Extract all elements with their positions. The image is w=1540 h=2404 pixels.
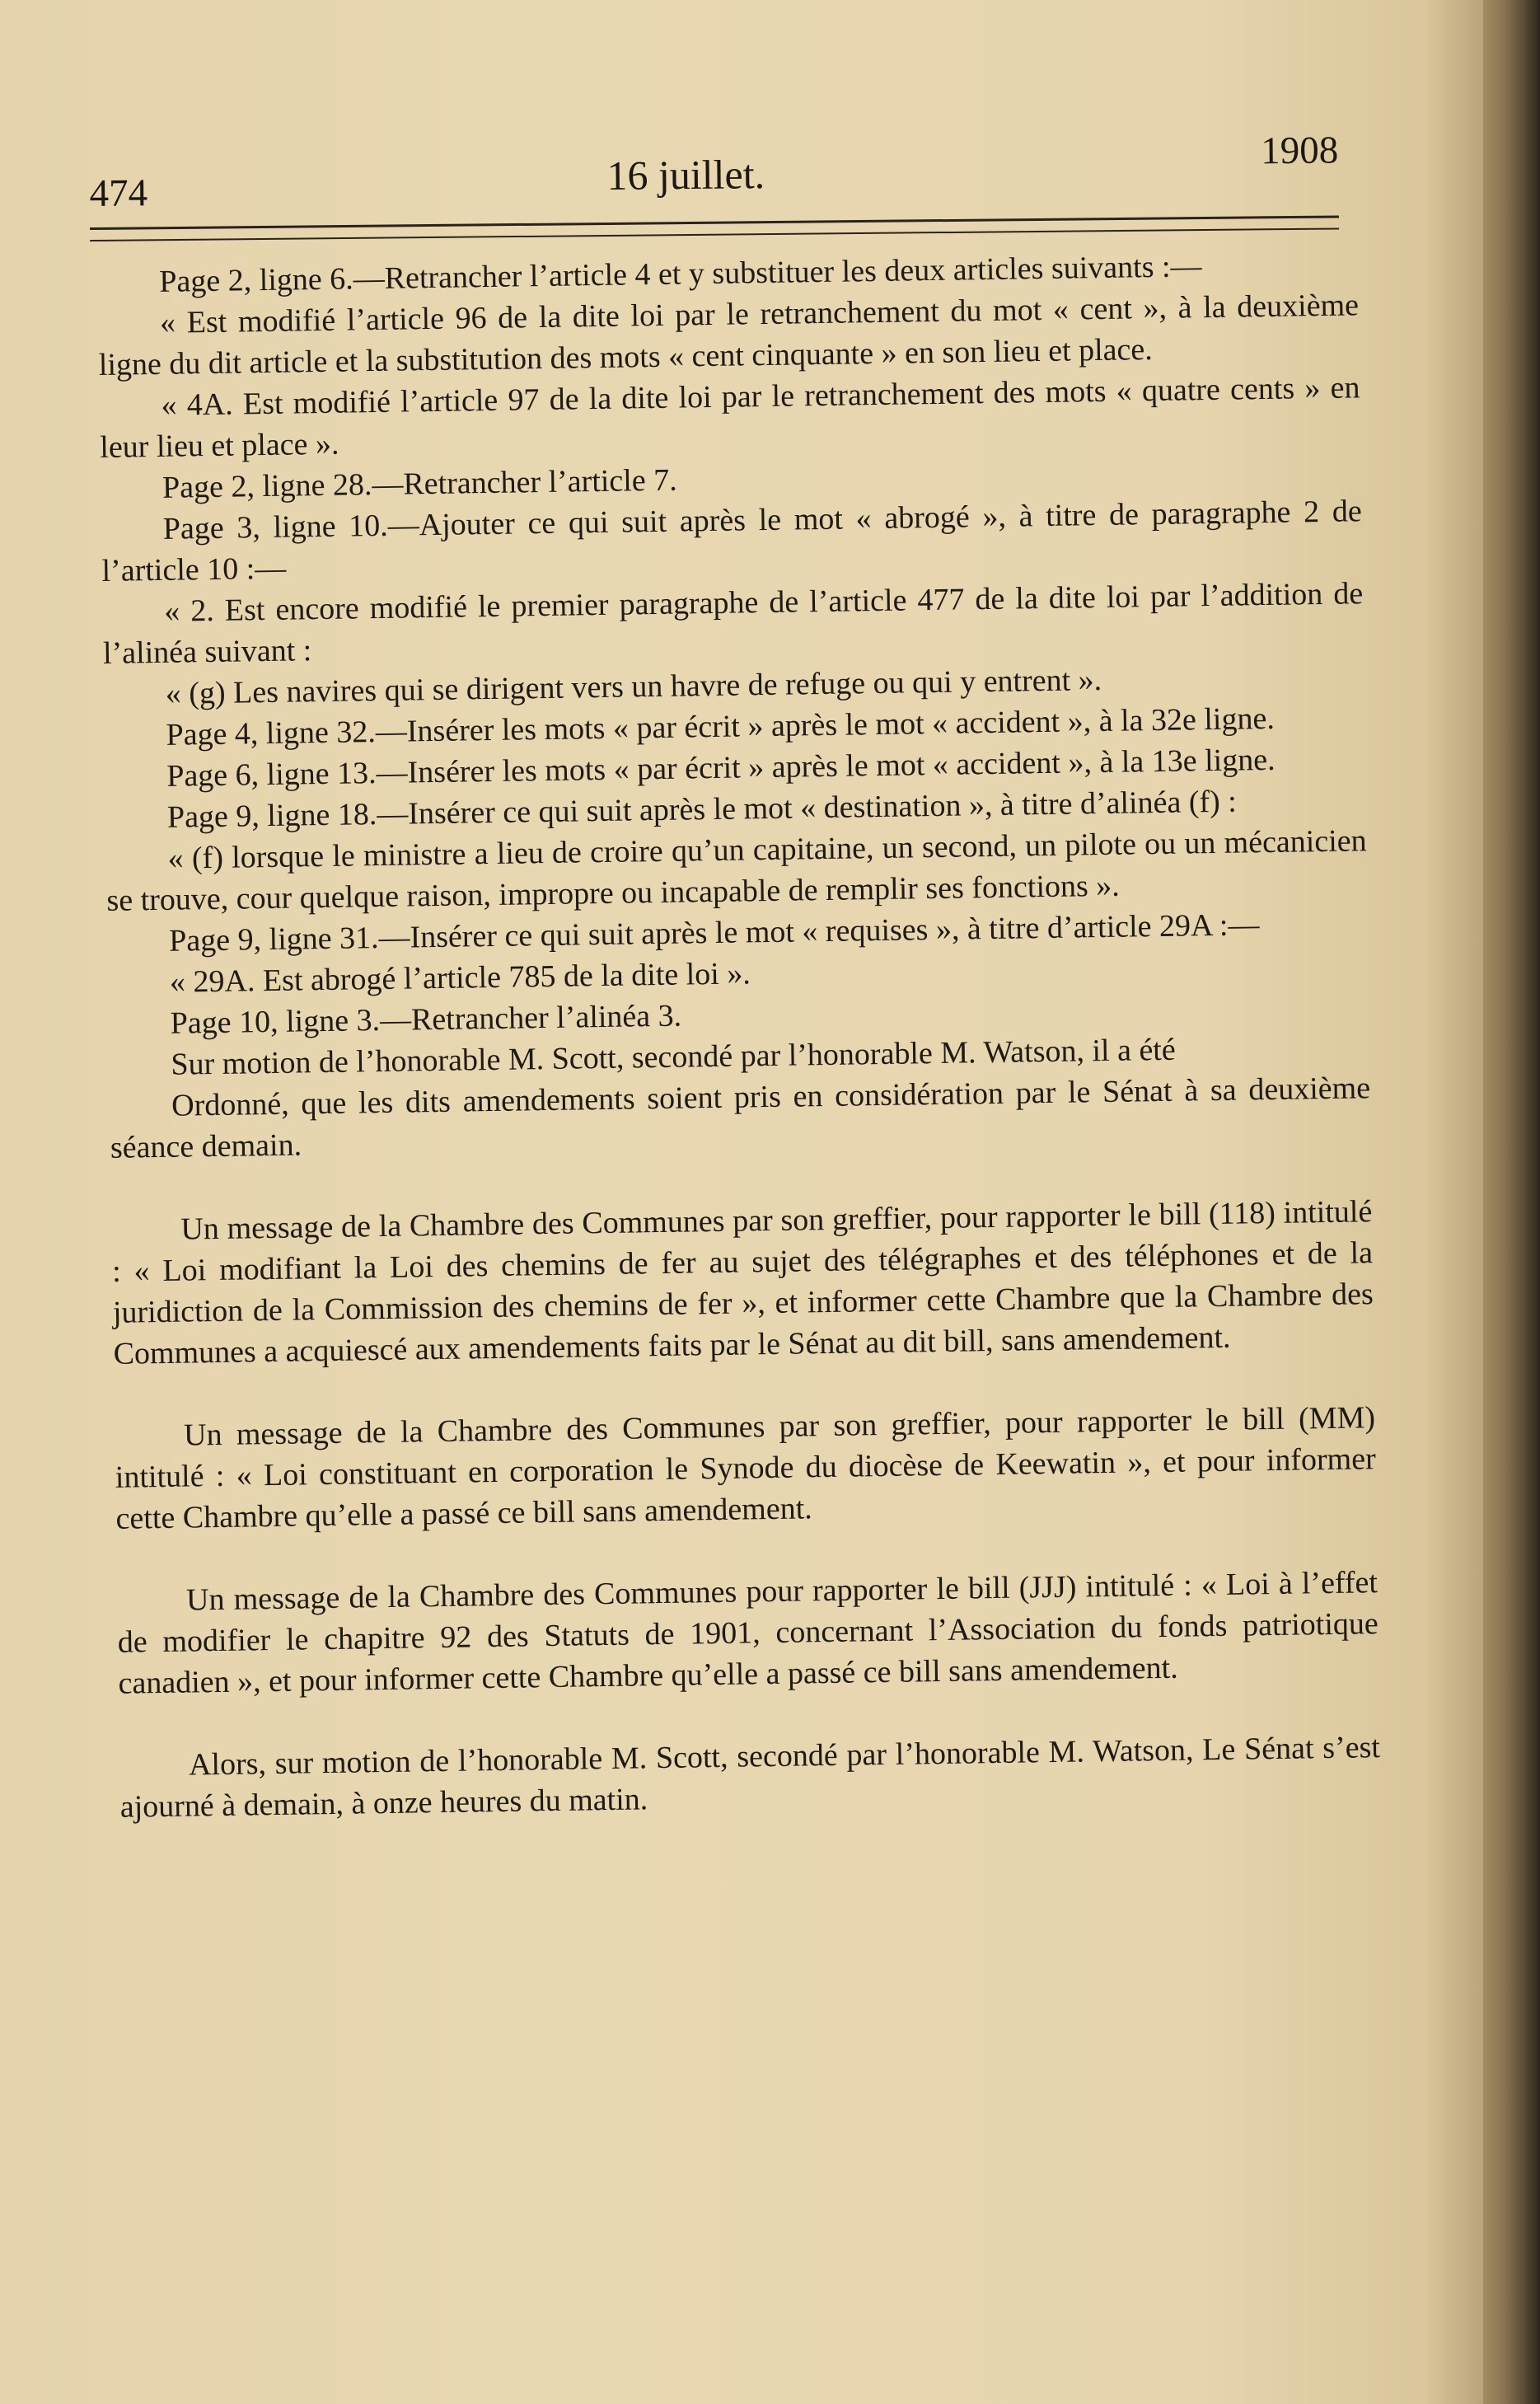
page-number: 474: [89, 171, 148, 215]
running-header-date: 16 juillet.: [606, 151, 765, 199]
book-spine-edge: [1483, 0, 1540, 2404]
header-double-rule: [90, 215, 1339, 241]
body-text: [97, 243, 1381, 1827]
paragraph: Page 10, ligne 3.—Retrancher l’alinéa 3.: [170, 998, 682, 1041]
paragraph: « Est modifié l’article 96 de la dite loi par le retranchement du mot « cent », à la deuxième ligne du dit article et la substitution des mots « cent cinquante » en son lieu et place.: [98, 288, 1360, 382]
paragraph: Page 9, ligne 31.—Insérer ce qui suit après le mot « requises », à titre d’article 29A :—: [168, 907, 1260, 958]
paragraph: Page 3, ligne 10.—Ajouter ce qui suit après le mot « abrogé », à titre de paragraphe 2 de l’article 10 :—: [101, 494, 1362, 588]
paragraph: Page 9, ligne 18.—Insérer ce qui suit après le mot « destination », à titre d’alinéa (f) :: [166, 784, 1238, 835]
paragraph: « 29A. Est abrogé l’article 785 de la dite loi ».: [169, 956, 751, 1000]
paragraph: Page 2, ligne 28.—Retrancher l’article 7.: [161, 462, 677, 505]
paragraph: Un message de la Chambre des Communes par son greffier, pour rapporter le bill (118) intitulé : « Loi modifiant la Loi des chemins de fer au sujet des télégraphes et des téléphones et de la juridiction de la Commission des chemins de fer », et informer cette Chambre que la Chambre des Communes a acquiescé aux amendements faits par le Sénat au dit bill, sans amendement.: [111, 1194, 1374, 1371]
paragraph: Un message de la Chambre des Communes par son greffier, pour rapporter le bill (MM) intitulé : « Loi constituant en corporation le Synode du diocèse de Keewatin », et pour informer cette Chambre qu’elle a passé ce bill sans amendement.: [115, 1400, 1377, 1536]
paragraph: « (f) lorsque le ministre a lieu de croire qu’un capitaine, un second, un pilote ou un mécanicien se trouve, cour quelque raison, impropre ou incapable de remplir ses fonctions ».: [106, 823, 1367, 918]
paragraph: « 4A. Est modifié l’article 97 de la dite loi par le retranchement des mots « quatre cents » en leur lieu et place ».: [100, 370, 1360, 465]
paragraph: « 2. Est encore modifié le premier paragraphe de l’article 477 de la dite loi par l’addition de l’alinéa suivant :: [102, 576, 1364, 671]
paragraph: Sur motion de l’honorable M. Scott, secondé par l’honorable M. Watson, il a été: [171, 1032, 1176, 1082]
running-header-year: 1908: [1260, 129, 1339, 173]
paragraph: « (g) Les navires qui se dirigent vers un havre de refuge ou qui y entrent ».: [165, 662, 1102, 711]
paragraph: Page 2, ligne 6.—Retrancher l’article 4 et y substituer les deux articles suivants :—: [159, 249, 1202, 299]
paragraph: Ordonné, que les dits amendements soient pris en considération par le Sénat à sa deuxième séance demain.: [110, 1071, 1371, 1165]
paragraph: Un message de la Chambre des Communes pour rapporter le bill (JJJ) intitulé : « Loi à l’effet de modifier le chapitre 92 des Statuts de 1901, concernant l’Association du fonds patriotique canadien », et pour informer cette Chambre qu’elle a passé ce bill sans amendement.: [117, 1565, 1379, 1701]
paragraph: Page 4, ligne 32.—Insérer les mots « par écrit » après le mot « accident », à la 32e ligne.: [166, 701, 1276, 752]
paragraph: Alors, sur motion de l’honorable M. Scott, secondé par l’honorable M. Watson, Le Sénat s’est ajourné à demain, à onze heures du matin.: [119, 1730, 1381, 1825]
page-header: [89, 128, 1339, 231]
paragraph: Page 6, ligne 13.—Insérer les mots « par écrit » après le mot « accident », à la 13e ligne.: [166, 742, 1276, 794]
